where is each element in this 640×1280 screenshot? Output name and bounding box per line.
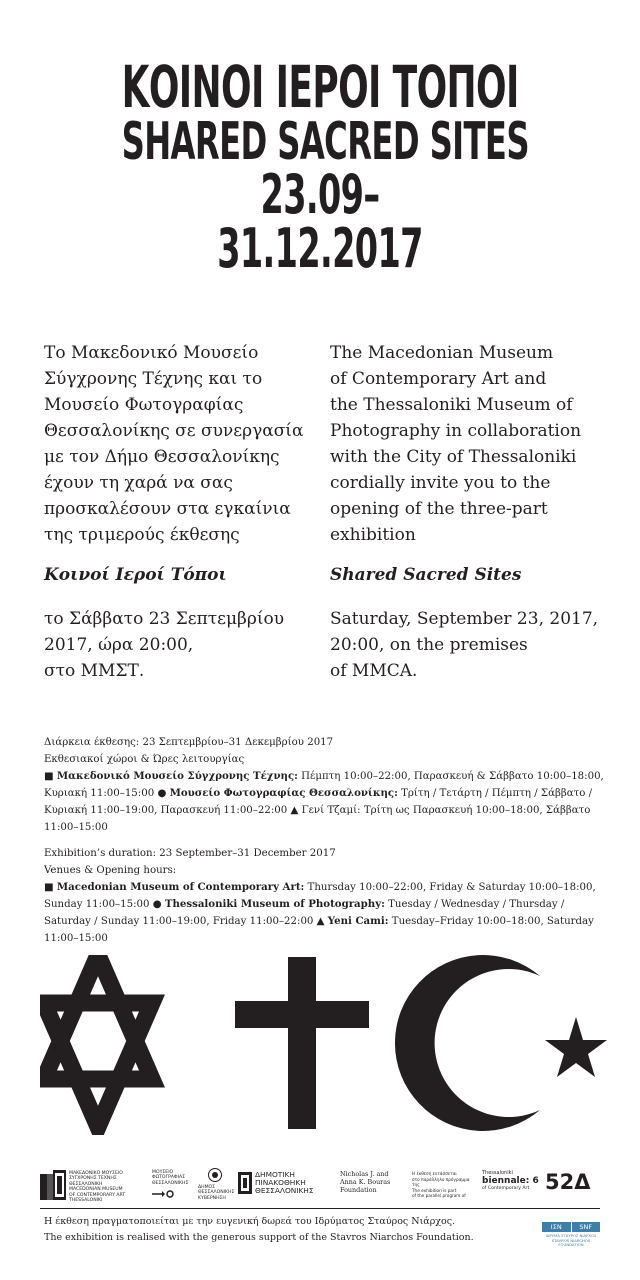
logo-text-line: ΘΕΣΣΑΛΟΝΙΚΗΣ bbox=[255, 1186, 314, 1196]
english-info bbox=[44, 845, 604, 947]
circle-marker: ● bbox=[152, 899, 162, 910]
text-line: Το Μακεδονικό Μουσείο bbox=[44, 343, 259, 363]
venue-hours: Thursday 10:00–22:00, Friday & Saturday 10:00–18:00, Sunday 11:00–15:00 bbox=[44, 882, 596, 910]
text-line: with the City of Thessaloniki bbox=[330, 447, 577, 467]
logo-text-line: ΘΕΣΣΑΛΟΝΙΚΗ bbox=[69, 1181, 103, 1187]
footer-greek: Η έκθεση πραγματοποιείται με την ευγενική δωρεά του Ιδρύματος Σταύρος Νιάρχος. bbox=[44, 1216, 456, 1227]
footer-sponsorship bbox=[44, 1214, 474, 1246]
pinakothiki-mark-icon bbox=[238, 1172, 252, 1194]
logo-text-line: ΚΥΒΕΡΝΗΣΗ bbox=[198, 1195, 226, 1201]
venue-hours: Tuesday–Friday 10:00–18:00, Saturday 11:00–15:00 bbox=[44, 916, 594, 944]
logo-text-line: Anna K. Bouras bbox=[340, 1178, 391, 1187]
date-end: 31.12.2017 bbox=[217, 217, 423, 280]
greek-venues-label: Εκθεσιακοί χώροι & Ώρες λειτουργίας bbox=[44, 754, 245, 765]
religious-symbols bbox=[40, 955, 610, 1135]
text-line: The Macedonian Museum bbox=[330, 343, 554, 363]
mmca-logo bbox=[40, 1170, 150, 1204]
greek-venues bbox=[44, 768, 604, 836]
venue-name: Μουσείο Φωτογραφίας Θεσσαλονίκης: bbox=[169, 787, 398, 799]
english-opening-date bbox=[330, 606, 600, 684]
mmca-mark-icon bbox=[40, 1170, 66, 1200]
footer-english: The exhibition is realised with the generous support of the Stavros Niarchos Foundation. bbox=[44, 1232, 474, 1243]
triangle-marker: ▲ bbox=[316, 916, 325, 927]
text-line: exhibition bbox=[330, 525, 416, 545]
logo-text-line: ΦΩΤΟΓΡΑΦΙΑΣ bbox=[152, 1175, 186, 1181]
text-line: της τριμερούς έκθεσης bbox=[44, 525, 240, 545]
title-english: SHARED SACRED SITES bbox=[121, 112, 529, 172]
dimos-emblem-icon bbox=[208, 1168, 222, 1182]
logo-text-line: FOUNDATION bbox=[558, 1242, 584, 1248]
text-line: Photography in collaboration bbox=[330, 421, 582, 441]
photo-museum-logo bbox=[152, 1168, 196, 1200]
text-line: Σύγχρονης Τέχνης και το bbox=[44, 369, 263, 389]
greek-exhibition-title: Κοινοί Ιεροί Τόποι bbox=[44, 565, 227, 585]
venue-hours: Πέμπτη 10:00–22:00, Παρασκευή & Σάββατο 10:00–18:00, Κυριακή 11:00–15:00 bbox=[44, 771, 604, 799]
snf-left: ΙΣΝ bbox=[542, 1222, 571, 1232]
pinakothiki-logo bbox=[238, 1170, 318, 1200]
logo-text-line: OF CONTEMPORARY ART bbox=[69, 1192, 126, 1198]
venue-hours: Τρίτη / Τετάρτη / Πέμπτη / Σάββατο / Κυριακή 11:00–19:00, Παρασκευή 11:00–22:00 bbox=[44, 788, 593, 816]
logo-text-line: ΜΟΥΣΕΙΟ bbox=[152, 1170, 174, 1175]
partner-logos bbox=[40, 1166, 610, 1202]
biennale-logo bbox=[482, 1170, 540, 1200]
text-line: the Thessaloniki Museum of bbox=[330, 395, 573, 415]
crescent-star-icon bbox=[395, 955, 607, 1131]
circle-marker: ● bbox=[157, 788, 167, 799]
footer-divider bbox=[40, 1208, 600, 1209]
text-line: 2017, ώρα 20:00, bbox=[44, 635, 194, 655]
text-line: το Σάββατο 23 Σεπτεμβρίου bbox=[44, 609, 285, 629]
52d-logo: 52Δ bbox=[545, 1170, 591, 1194]
snf-right: SNF bbox=[571, 1222, 601, 1232]
text-line: of Contemporary Art and bbox=[330, 369, 547, 389]
text-line: Saturday, September 23, 2017, bbox=[330, 609, 599, 629]
biennale-name: biennale: 6 bbox=[482, 1176, 539, 1186]
venue-name: Μακεδονικό Μουσείο Σύγχρονης Τέχνης: bbox=[56, 770, 298, 782]
english-venues bbox=[44, 879, 604, 947]
date-start: 23.09– bbox=[260, 163, 380, 226]
text-line: στο ΜΜΣΤ. bbox=[44, 661, 145, 681]
logo-text-line: Η έκθεση εντάσσεται bbox=[412, 1171, 457, 1176]
logo-text-line: ΠΙΝΑΚΟΘΗΚΗ bbox=[255, 1178, 306, 1188]
text-line: 20:00, on the premises bbox=[330, 635, 528, 655]
logo-text-line: στο παράλληλο πρόγραμμα της bbox=[412, 1176, 470, 1188]
biennale-sub: of Contemporary Art bbox=[482, 1186, 530, 1191]
logo-text-line: ΔΗΜΟΣ ΘΕΣΣΑΛΟΝΙΚΗΣ bbox=[198, 1185, 235, 1196]
greek-info bbox=[44, 734, 604, 836]
logo-text-line: ΣΥΓΧΡΟΝΗΣ ΤΕΧΝΗΣ bbox=[69, 1176, 117, 1182]
greek-opening-date bbox=[44, 606, 314, 684]
parallel-program-note bbox=[412, 1171, 478, 1199]
logo-text-line: ΔΗΜΟΤΙΚΗ bbox=[255, 1170, 295, 1179]
logo-text-line: of the parallel program of bbox=[412, 1193, 466, 1199]
bouras-foundation-logo bbox=[340, 1170, 404, 1200]
logo-text-line: MACEDONIAN MUSEUM bbox=[69, 1187, 123, 1193]
logo-text-line: The exhibition is part bbox=[412, 1187, 457, 1193]
logo-text-line: Foundation bbox=[340, 1186, 377, 1195]
snf-subtitle bbox=[542, 1234, 600, 1248]
english-column bbox=[330, 340, 600, 684]
logo-text-line: ΜΑΚΕΔΟΝΙΚΟ ΜΟΥΣΕΙΟ bbox=[69, 1171, 123, 1176]
english-duration: Exhibition’s duration: 23 September–31 December 2017 bbox=[44, 848, 336, 859]
venue-name: Macedonian Museum of Contemporary Art: bbox=[56, 881, 305, 893]
title-greek: ΚΟΙΝΟΙ ΙΕΡΟΙ ΤΟΠΟΙ bbox=[121, 53, 519, 121]
greek-invitation bbox=[44, 340, 314, 548]
arrow-circle-icon bbox=[152, 1190, 174, 1198]
title-block bbox=[0, 53, 640, 280]
biennale-top: Thessaloniki bbox=[482, 1170, 513, 1176]
venue-name: Γενί Τζαμί: bbox=[301, 805, 361, 816]
square-marker: ■ bbox=[44, 771, 54, 782]
venue-name: Thessaloniki Museum of Photography: bbox=[164, 898, 385, 910]
text-line: of MMCA. bbox=[330, 661, 418, 681]
logo-text-line: Nicholas J. and bbox=[340, 1170, 389, 1178]
venue-name: Yeni Cami: bbox=[327, 915, 389, 927]
english-venues-label: Venues & Opening hours: bbox=[44, 865, 177, 876]
venue-hours: Τρίτη ως Παρασκευή 10:00–18:00, Σάββατο 11:00–15:00 bbox=[44, 805, 591, 833]
text-line: cordially invite you to the bbox=[330, 473, 551, 493]
greek-column bbox=[44, 340, 314, 684]
star-of-david-icon bbox=[44, 955, 152, 1127]
triangle-marker: ▲ bbox=[290, 805, 299, 816]
english-exhibition-title: Shared Sacred Sites bbox=[330, 565, 522, 585]
logo-text-line: ΙΔΡΥΜΑ ΣΤΑΥΡΟΣ ΝΙΑΡΧΟΣ bbox=[545, 1233, 597, 1238]
text-line: με τον Δήμο Θεσσαλονίκης bbox=[44, 447, 280, 467]
text-line: προσκαλέσουν στα εγκαίνια bbox=[44, 499, 291, 519]
snf-logo bbox=[542, 1222, 600, 1248]
venue-hours: Tuesday / Wednesday / Thursday / Saturday / Sunday 11:00–19:00, Friday 11:00–22:00 bbox=[44, 899, 565, 927]
dimos-logo bbox=[198, 1168, 238, 1200]
snf-badge bbox=[542, 1222, 600, 1232]
text-line: Θεσσαλονίκης σε συνεργασία bbox=[44, 421, 304, 441]
text-line: έχουν τη χαρά να σας bbox=[44, 473, 233, 493]
english-invitation bbox=[330, 340, 600, 548]
text-line: Μουσείο Φωτογραφίας bbox=[44, 395, 244, 415]
square-marker: ■ bbox=[44, 882, 54, 893]
text-line: opening of the three-part bbox=[330, 499, 548, 519]
logo-text-line: ΘΕΣΣΑΛΟΝΙΚΗΣ bbox=[152, 1180, 189, 1186]
logo-text-line: THESSALONIKI bbox=[69, 1198, 103, 1204]
greek-duration: Διάρκεια έκθεσης: 23 Σεπτεμβρίου–31 Δεκεμβρίου 2017 bbox=[44, 737, 334, 748]
cross-icon bbox=[235, 957, 369, 1129]
logo-text-line: STAVROS NIARCHOS bbox=[551, 1237, 591, 1243]
